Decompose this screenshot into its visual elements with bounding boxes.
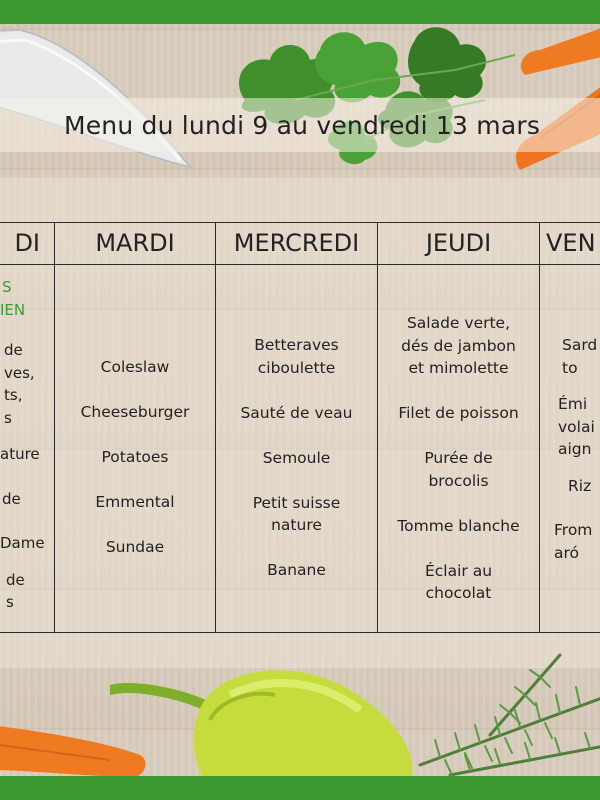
cell-vendredi [540,264,600,632]
header-vendredi: VEN [546,229,596,257]
menu-item: IEN [0,300,26,319]
menu-item: Cheeseburger [80,403,190,421]
menu-item: de s [6,570,25,611]
carrot-image-bottom [0,715,150,780]
menu-item: S [2,278,12,296]
menu-item: Purée de brocolis [424,449,493,490]
menu-item: Semoule [262,448,331,467]
menu-item: Sard to [562,336,598,377]
cell-jeudi [378,264,539,632]
menu-item: Petit suisse nature [252,493,341,534]
menu-item: de [2,489,21,508]
menu-item: Salade verte, dés de jambon et mimolette [401,314,516,377]
header-mercredi: MERCREDI [233,229,360,257]
menu-item: Betteraves ciboulette [254,336,339,377]
header-mardi: MARDI [95,229,175,257]
rosemary-image [410,635,600,780]
menu-item: Potatoes [101,448,169,466]
menu-item: Tomme blanche [397,516,520,535]
menu-item: Banane [267,561,326,579]
menu-item: Coleslaw [100,358,170,376]
menu-item: Dame [0,534,45,552]
menu-item: Riz [568,476,592,495]
menu-item: Sauté de veau [240,403,353,422]
menu-item: Éclair au chocolat [424,561,493,602]
pepper-image [110,660,430,780]
menu-item: Emmental [95,493,175,511]
bottom-green-border [0,776,600,800]
cell-mardi [55,264,215,632]
menu-table [0,178,600,668]
header-jeudi: JEUDI [425,229,492,257]
title-band [0,98,600,152]
menu-item: ature [0,445,40,463]
menu-item: Filet de poisson [398,404,519,422]
cell-mercredi [216,264,377,632]
menu-item: Sundae [105,538,165,556]
header-lundi: DI [14,229,40,257]
menu-item: From aró [554,521,593,562]
table-bottom-line [0,632,600,633]
page-title: Menu du lundi 9 au vendredi 13 mars [63,110,541,140]
cell-lundi [0,264,54,632]
menu-item: Émi volai aign [558,395,595,458]
menu-item: de ves, ts, s [4,341,35,427]
